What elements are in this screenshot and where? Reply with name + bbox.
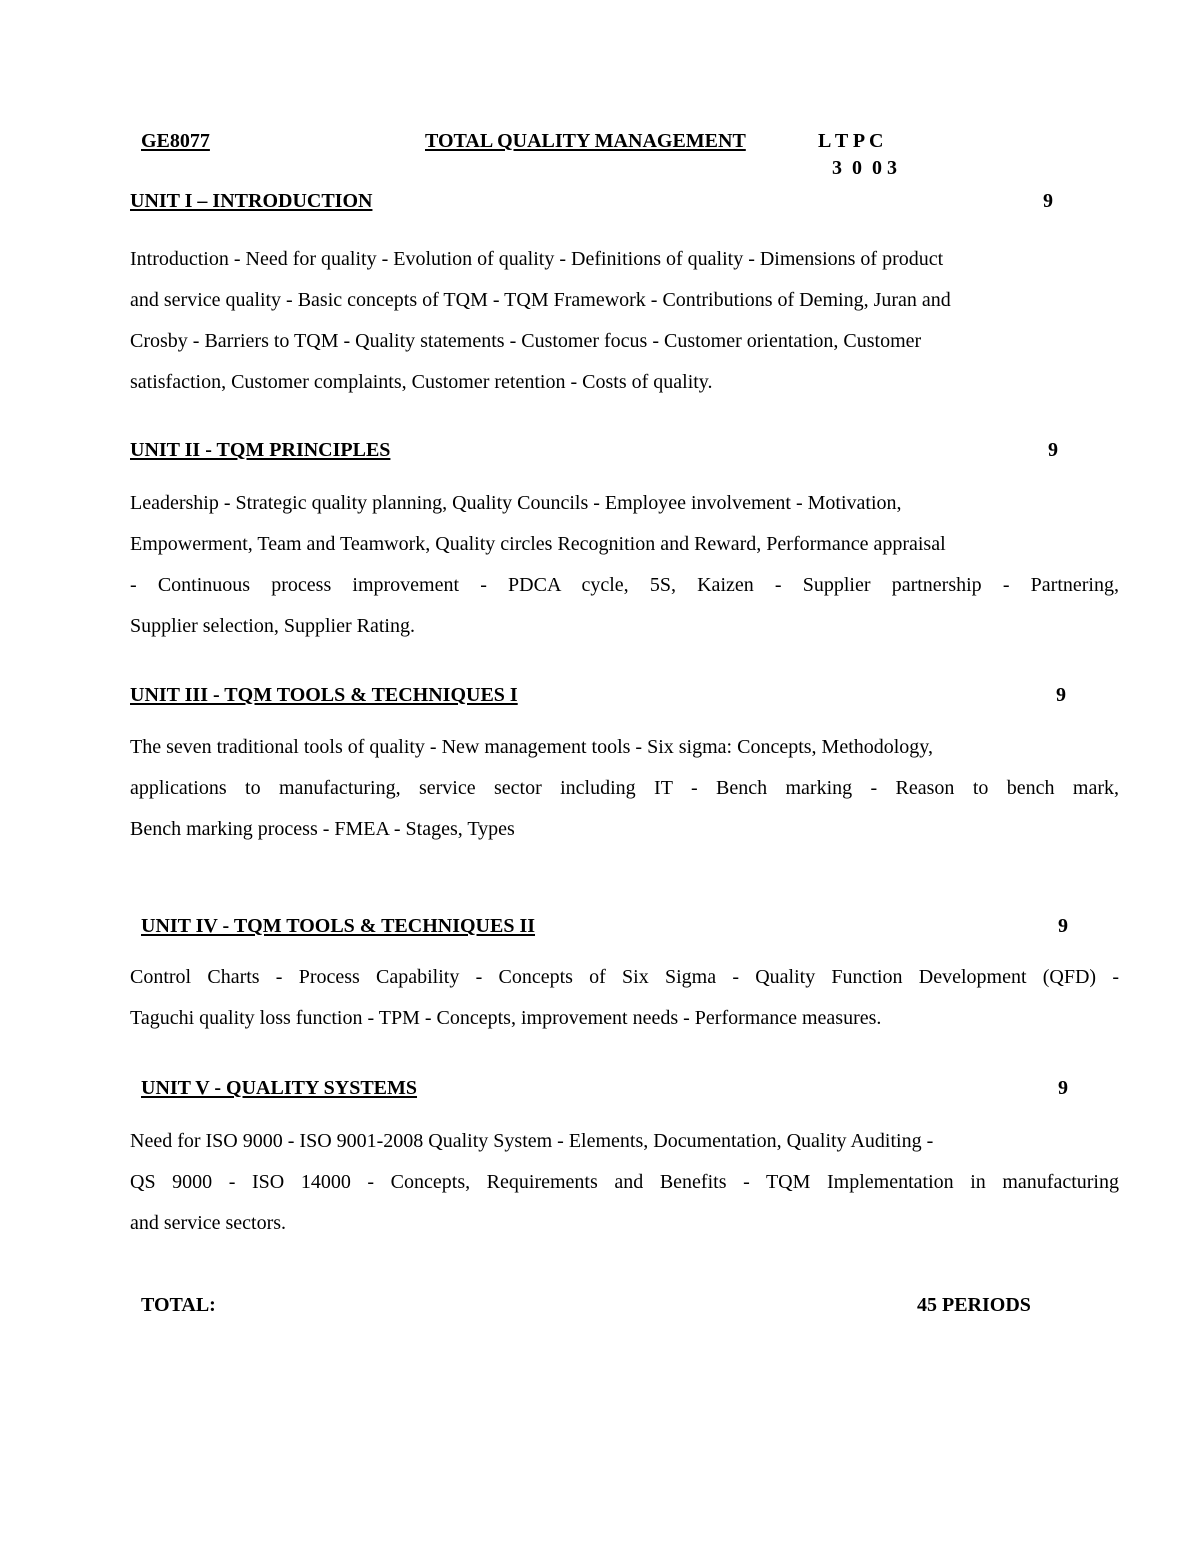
- unit-5-line: QS 9000 - ISO 14000 - Concepts, Requirements and Benefits - TQM Implementation in manufacturing: [130, 1171, 1119, 1193]
- unit-2-line: - Continuous process improvement - PDCA cycle, 5S, Kaizen - Supplier partnership - Partnering,: [130, 574, 1119, 596]
- unit-4-hours: 9: [1058, 915, 1068, 937]
- unit-2-hours: 9: [1048, 439, 1058, 461]
- total-label: TOTAL:: [141, 1294, 216, 1316]
- unit-4-line: Taguchi quality loss function - TPM - Concepts, improvement needs - Performance measures.: [130, 1007, 882, 1029]
- unit-5-line: Need for ISO 9000 - ISO 9001-2008 Quality System - Elements, Documentation, Quality Auditing -: [130, 1130, 934, 1152]
- unit-1-title: UNIT I – INTRODUCTION: [130, 190, 373, 212]
- unit-3-line: Bench marking process - FMEA - Stages, Types: [130, 818, 515, 840]
- course-code: GE8077: [141, 130, 210, 152]
- unit-1-line: Introduction - Need for quality - Evolution of quality - Definitions of quality - Dimensions of product: [130, 248, 944, 270]
- unit-1-line: satisfaction, Customer complaints, Customer retention - Costs of quality.: [130, 371, 713, 393]
- unit-3-hours: 9: [1056, 684, 1066, 706]
- unit-3-title: UNIT III - TQM TOOLS & TECHNIQUES I: [130, 684, 518, 706]
- unit-4-line: Control Charts - Process Capability - Concepts of Six Sigma - Quality Function Development (QFD) -: [130, 966, 1119, 988]
- unit-2-line: Empowerment, Team and Teamwork, Quality circles Recognition and Reward, Performance appraisal: [130, 533, 946, 555]
- unit-5-title: UNIT V - QUALITY SYSTEMS: [141, 1077, 418, 1099]
- unit-4-title: UNIT IV - TQM TOOLS & TECHNIQUES II: [141, 915, 536, 937]
- unit-2-title: UNIT II - TQM PRINCIPLES: [130, 439, 391, 461]
- unit-1-line: Crosby - Barriers to TQM - Quality statements - Customer focus - Customer orientation, Customer: [130, 330, 922, 352]
- unit-5-line: and service sectors.: [130, 1212, 287, 1234]
- unit-2-body: [130, 483, 1119, 647]
- unit-2-line: Supplier selection, Supplier Rating.: [130, 615, 415, 637]
- unit-5-hours: 9: [1058, 1077, 1068, 1099]
- course-title: TOTAL QUALITY MANAGEMENT: [425, 130, 746, 152]
- total-periods: 45 PERIODS: [917, 1294, 1031, 1316]
- unit-2-line: Leadership - Strategic quality planning, Quality Councils - Employee involvement - Motivation,: [130, 492, 902, 514]
- ltpc-values: 3 0 0 3: [832, 157, 897, 179]
- unit-1-line: and service quality - Basic concepts of TQM - TQM Framework - Contributions of Deming, Juran and: [130, 289, 951, 311]
- unit-5-body: [130, 1121, 1119, 1244]
- unit-3-line: applications to manufacturing, service sector including IT - Bench marking - Reason to bench mark,: [130, 777, 1119, 799]
- unit-3-line: The seven traditional tools of quality - New management tools - Six sigma: Concepts, Methodology,: [130, 736, 934, 758]
- ltpc-label: L T P C: [818, 130, 884, 152]
- unit-3-body: [130, 727, 1119, 850]
- unit-4-body: [130, 957, 1119, 1039]
- unit-1-hours: 9: [1043, 190, 1053, 212]
- unit-1-body: [130, 239, 951, 403]
